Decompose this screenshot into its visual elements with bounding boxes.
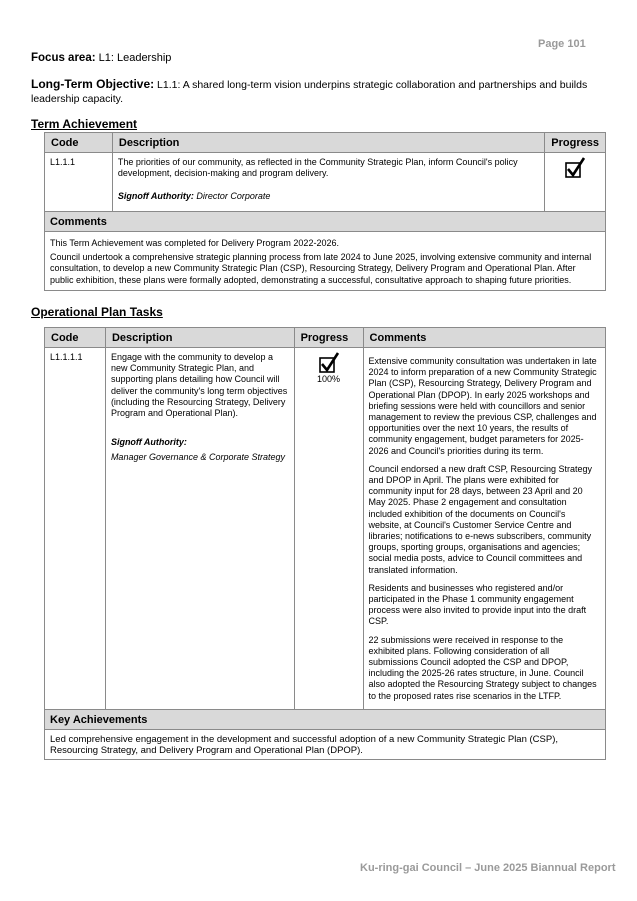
progress-cell bbox=[294, 348, 363, 710]
row-description: The priorities of our community, as reflected in the Community Strategic Plan, inform Council's policy development, decision-making and program delivery. bbox=[117, 157, 518, 179]
row-description-cell bbox=[112, 153, 544, 212]
comment-paragraph: Council endorsed a new draft CSP, Resourcing Strategy and DPOP in April. The plans were exhibited for community input for 28 days, between 23 April and 20 May 2025. Phase 2 engagement and consultation included exhibition of the documents on Council's website, at Council's Customer Service Centre and libraries; notifications to e-news subscribers, community groups, sporting groups, organisations and agencies; social media posts, advice to Council committees and translated information. bbox=[368, 463, 592, 575]
page-number: Page 101 bbox=[538, 38, 586, 50]
checked-box-icon bbox=[564, 157, 586, 179]
signoff-label: Signoff Authority: bbox=[110, 437, 187, 448]
comment-paragraph: 22 submissions were received in response to the exhibited plans. Following consideration of all submissions Council adopted the CSP and DPOP, including the 2025-26 rates structure, in June. Council also adopted the Resourcing Strategy subject to changes to the proposed rates rise scenarios in the LTFP. bbox=[368, 634, 597, 701]
comments-cell bbox=[363, 348, 605, 710]
comment-paragraph: Council undertook a comprehensive strategic planning process from late 2024 to June 2025, involving extensive community and internal consultation, to develop a new Community Strategic Plan (CSP), Resourcing Strategy, Delivery Program and Operational Plan. After public exhibition, these plans were formally adopted, demonstrating a successful, consultative approach to shaping future priorities. bbox=[50, 252, 592, 285]
comments-label: Comments bbox=[45, 212, 606, 232]
objective-label: Long-Term Objective: bbox=[31, 77, 155, 91]
key-achievements-text: Led comprehensive engagement in the development and successful adoption of a new Community Strategic Plan (CSP), Resourcing Strategy, and Delivery Program and Operational Plan (DPOP). bbox=[45, 730, 606, 760]
progress-cell bbox=[545, 153, 606, 212]
focus-area-value: L1: Leadership bbox=[98, 52, 172, 64]
checked-box-icon bbox=[318, 352, 340, 374]
footer: Ku-ring-gai Council – June 2025 Biannual Report bbox=[360, 862, 616, 874]
comment-paragraph: Extensive community consultation was undertaken in late 2024 to inform preparation of a new Community Strategic Plan (CSP), Resourcing Strategy, Delivery Program and Operational Plan (DPOP). In early 2025 workshops and briefing sessions were held with councillors and senior management to review the previous CSP, challenges and opportunities over the next 10 years, the results of community engagement, budget parameters for 2025-2026 and Council's priorities during its term. bbox=[368, 356, 597, 456]
signoff-value: Director Corporate bbox=[196, 191, 271, 201]
table-row bbox=[45, 348, 606, 710]
col-header-progress: Progress bbox=[545, 133, 606, 153]
long-term-objective bbox=[31, 77, 611, 106]
row-description-cell bbox=[105, 348, 294, 710]
focus-area bbox=[31, 52, 171, 64]
row-code: L1.1.1 bbox=[45, 153, 113, 212]
col-header-code: Code bbox=[45, 133, 113, 153]
key-achievements-label: Key Achievements bbox=[45, 710, 606, 730]
term-achievement-title: Term Achievement bbox=[31, 117, 138, 131]
progress-value: 100% bbox=[317, 374, 341, 384]
comments-cell bbox=[45, 232, 606, 291]
operational-plan-tasks-title: Operational Plan Tasks bbox=[31, 305, 163, 319]
comment-paragraph: This Term Achievement was completed for Delivery Program 2022-2026. bbox=[50, 238, 339, 248]
operational-tasks-table bbox=[44, 327, 606, 760]
comment-paragraph: Residents and businesses who registered and/or participated in the Phase 1 community engagement process were also invited to provide input into the draft CSP. bbox=[368, 582, 587, 627]
focus-area-label: Focus area: bbox=[31, 52, 96, 64]
col-header-comments: Comments bbox=[363, 328, 605, 348]
col-header-description: Description bbox=[112, 133, 544, 153]
objective-value: L1.1: A shared long-term vision underpins strategic collaboration and partnerships and builds leadership capacity. bbox=[31, 79, 588, 105]
term-achievement-table bbox=[44, 132, 606, 291]
col-header-description: Description bbox=[105, 328, 294, 348]
signoff-value: Manager Governance & Corporate Strategy bbox=[110, 452, 286, 463]
signoff-label: Signoff Authority: bbox=[117, 191, 194, 201]
row-description: Engage with the community to develop a new Community Strategic Plan, and supporting plans detailing how Council will deliver the community's long term objectives (including the Resourcing Strategy, Delivery Program and Operational Plan). bbox=[110, 352, 288, 419]
row-code: L1.1.1.1 bbox=[45, 348, 106, 710]
col-header-code: Code bbox=[45, 328, 106, 348]
col-header-progress: Progress bbox=[294, 328, 363, 348]
table-row bbox=[45, 153, 606, 212]
